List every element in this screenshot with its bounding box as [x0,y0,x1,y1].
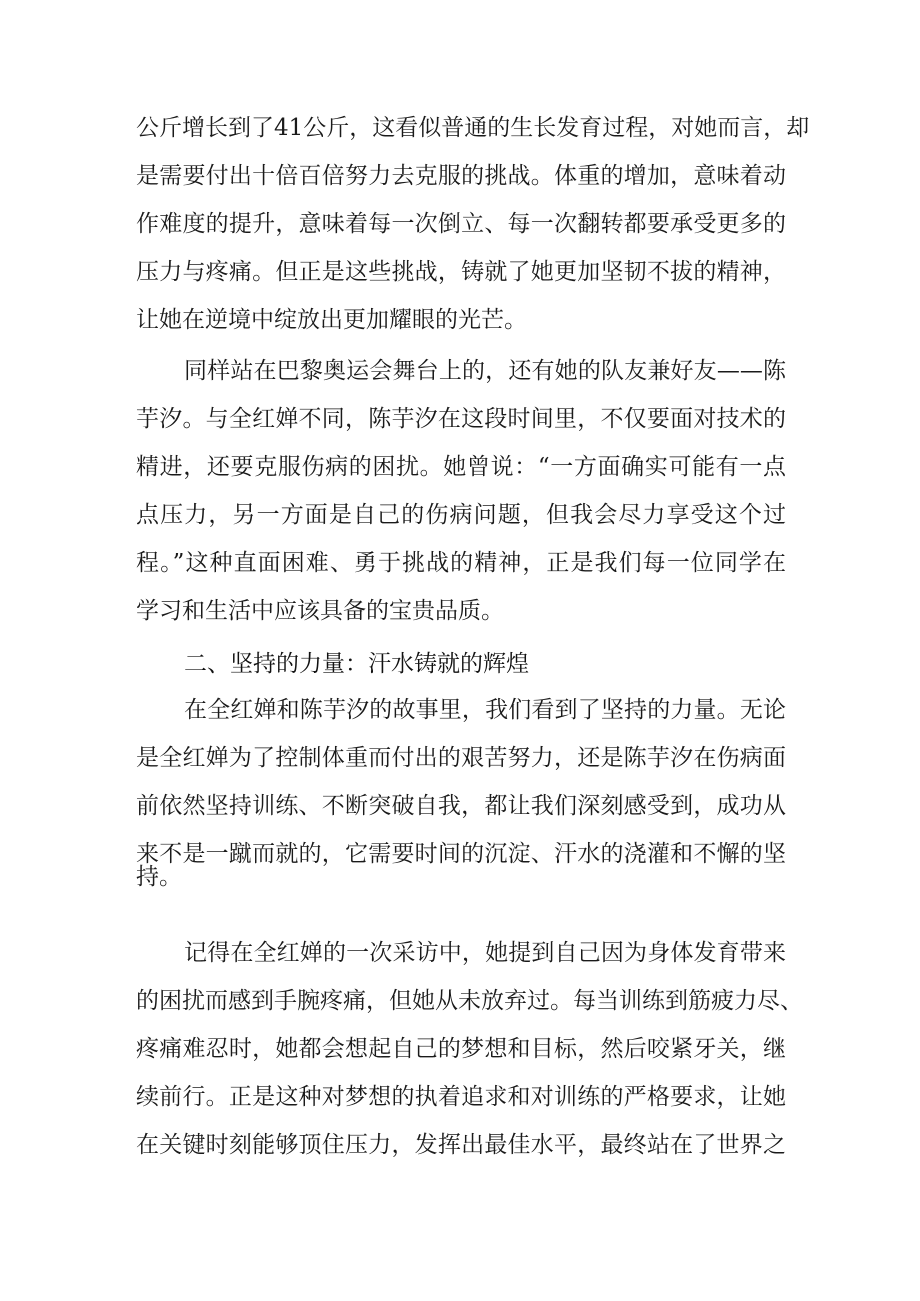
text-line: 疼痛难忍时，她都会想起自己的梦想和目标，然后咬紧牙关，继 [136,1036,786,1062]
text-line: 前依然坚持训练、不断突破自我，都让我们深刻感受到，成功从 [136,793,786,819]
text-line: 公斤增长到了41公斤，这看似普通的生长发育过程，对她而言，却 [136,115,810,141]
text-line: 作难度的提升，意味着每一次倒立、每一次翻转都要承受更多的 [136,211,786,237]
text-line: 程。”这种直面困难、勇于挑战的精神，正是我们每一位同学在 [136,550,786,576]
text-line: 来不是一蹴而就的，它需要时间的沉淀、汗水的浇灌和不懈的坚 [136,841,786,867]
text-line: 记得在全红婵的一次采访中，她提到自己因为身体发育带来 [184,940,786,966]
text-line: 是需要付出十倍百倍努力去克服的挑战。体重的增加，意味着动 [136,163,786,189]
text-line: 点压力，另一方面是自己的伤病问题，但我会尽力享受这个过 [136,502,786,528]
text-line: 在全红婵和陈芋汐的故事里，我们看到了坚持的力量。无论 [184,697,786,723]
text-line: 学习和生活中应该具备的宝贵品质。 [136,598,504,624]
text-line: 精进，还要克服伤病的困扰。她曾说：“一方面确实可能有一点 [136,454,786,480]
text-line: 芋汐。与全红婵不同，陈芋汐在这段时间里，不仅要面对技术的 [136,406,786,432]
text-line: 压力与疼痛。但正是这些挑战，铸就了她更加坚韧不拔的精神， [136,259,786,285]
text-line: 在关键时刻能够顶住压力，发挥出最佳水平，最终站在了世界之 [136,1132,786,1158]
text-line: 让她在逆境中绽放出更加耀眼的光芒。 [136,307,527,333]
text-line: 是全红婵为了控制体重而付出的艰苦努力，还是陈芋汐在伤病面 [136,745,786,771]
text-line: 同样站在巴黎奥运会舞台上的，还有她的队友兼好友——陈 [184,358,786,384]
text-line: 持。 [136,864,182,890]
text-line: 续前行。正是这种对梦想的执着追求和对训练的严格要求，让她 [136,1084,786,1110]
text-line: 的困扰而感到手腕疼痛，但她从未放弃过。每当训练到筋疲力尽、 [136,988,803,1014]
section-heading: 二、坚持的力量：汗水铸就的辉煌 [184,651,529,677]
